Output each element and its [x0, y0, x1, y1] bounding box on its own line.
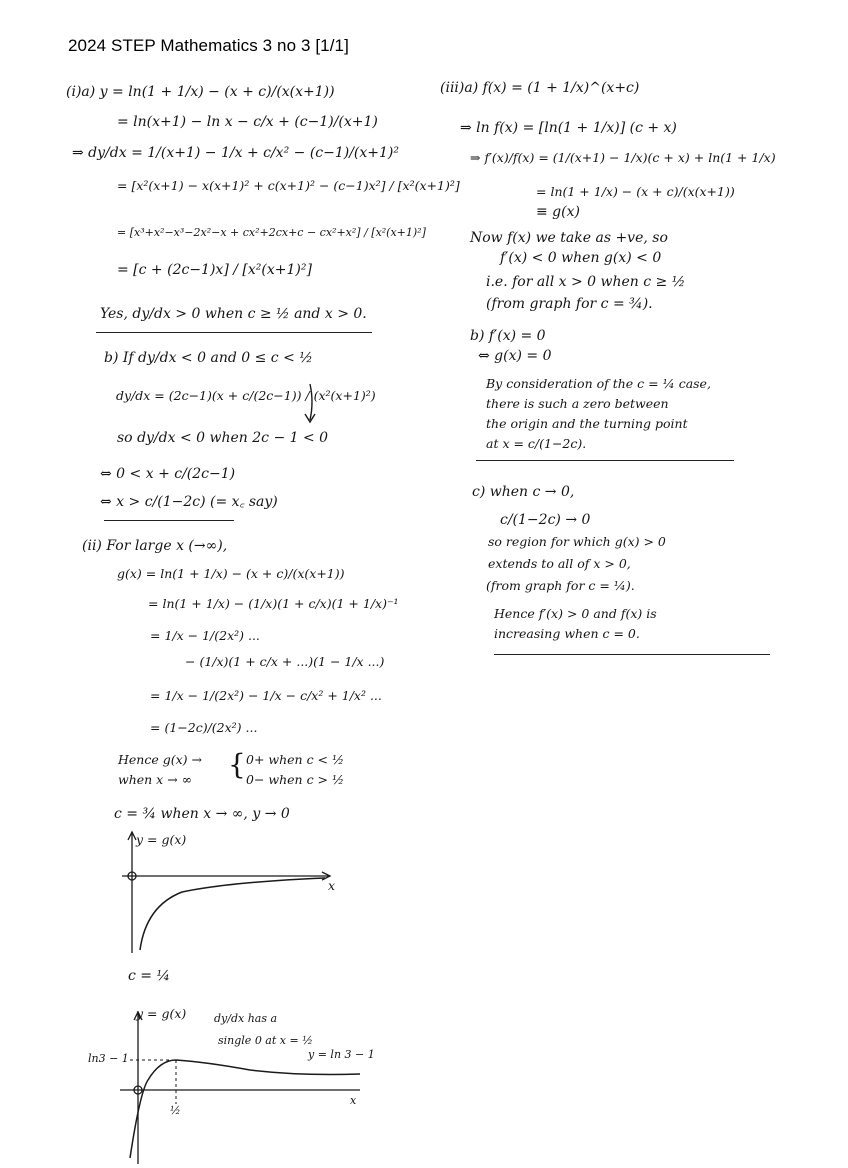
- part-iii-a-line-6: Now f(x) we take as +ve, so: [470, 230, 668, 246]
- part-iii-c-line-1: c) when c → 0,: [472, 484, 575, 500]
- part-iii-b-line-2: ⇔ g(x) = 0: [478, 348, 552, 364]
- part-i-b-line-4: ⇔ 0 < x + c/(2c−1): [100, 466, 236, 482]
- part-ii-line-2: g(x) = ln(1 + 1/x) − (x + c)/(x(x+1)): [117, 566, 345, 581]
- graph-2-note-1: dy/dx has a: [214, 1012, 278, 1025]
- brace: {: [228, 748, 246, 781]
- part-iii-c-line-2: c/(1−2c) → 0: [500, 512, 591, 528]
- part-iii-a-line-5: ≡ g(x): [536, 204, 580, 220]
- part-iii-b-line-3: By consideration of the c = ¼ case,: [486, 376, 711, 391]
- part-i-a-line-6: = [c + (2c−1)x] / [x²(x+1)²]: [117, 262, 312, 278]
- part-iii-a-line-8: i.e. for all x > 0 when c ≥ ½: [486, 274, 686, 290]
- part-i-a-line-5: = [x³+x²−x³−2x²−x + cx²+2cx+c − cx²+x²] / [x²(x+1)²]: [117, 226, 426, 239]
- part-i-b-line-3: so dy/dx < 0 when 2c − 1 < 0: [117, 430, 329, 446]
- graph-1-caption: c = ¾ when x → ∞, y → 0: [114, 806, 290, 822]
- part-i-a-line-4: = [x²(x+1) − x(x+1)² + c(x+1)² − (c−1)x²] / [x²(x+1)²]: [117, 178, 460, 193]
- curve-g: [140, 878, 325, 950]
- part-i-a-conclusion: Yes, dy/dx > 0 when c ≥ ½ and x > 0.: [100, 306, 367, 322]
- graph-1-y-label: y = g(x): [136, 832, 187, 847]
- section-divider: [494, 654, 770, 655]
- part-iii-a-line-3: ⇒ f′(x)/f(x) = (1/(x+1) − 1/x)(c + x) + ln(1 + 1/x): [470, 150, 776, 165]
- part-iii-c-line-4: extends to all of x > 0,: [488, 556, 631, 571]
- part-ii-hence-limit: when x → ∞: [118, 772, 193, 787]
- part-iii-c-line-7: increasing when c = 0.: [494, 626, 640, 641]
- graph-1-x-label: x: [328, 878, 336, 893]
- part-iii-b-line-5: the origin and the turning point: [486, 416, 688, 431]
- part-i-a-line-1: (i)a) y = ln(1 + 1/x) − (x + c)/(x(x+1)): [66, 84, 335, 100]
- part-iii-b-line-6: at x = c/(1−2c).: [486, 436, 587, 451]
- graph-2-x-label: x: [350, 1094, 357, 1107]
- part-iii-c-line-6: Hence f′(x) > 0 and f(x) is: [494, 606, 657, 621]
- part-iii-a-line-2: ⇒ ln f(x) = [ln(1 + 1/x)] (c + x): [460, 120, 677, 136]
- part-ii-line-5: − (1/x)(1 + c/x + ...)(1 − 1/x ...): [185, 654, 385, 669]
- graph-2-half-label: ½: [170, 1104, 181, 1117]
- part-i-b-line-5: ⇔ x > c/(1−2c) (= x꜀ say): [100, 494, 278, 510]
- part-ii-line-3: = ln(1 + 1/x) − (1/x)(1 + c/x)(1 + 1/x)⁻¹: [148, 596, 399, 611]
- graph-2-note-2: single 0 at x = ½: [218, 1034, 313, 1047]
- part-iii-a-line-7: f′(x) < 0 when g(x) < 0: [500, 250, 662, 266]
- part-ii-line-7: = (1−2c)/(2x²) ...: [150, 720, 258, 735]
- part-iii-b-line-1: b) f′(x) = 0: [470, 328, 546, 344]
- part-iii-c-line-3: so region for which g(x) > 0: [488, 534, 666, 549]
- part-ii-case-1: 0+ when c < ½: [246, 752, 345, 767]
- down-arrow-icon: [300, 382, 320, 426]
- part-iii-b-line-4: there is such a zero between: [486, 396, 669, 411]
- part-i-a-line-3: ⇒ dy/dx = 1/(x+1) − 1/x + c/x² − (c−1)/(x+1)²: [72, 145, 400, 161]
- graph-c-one-quarter: [110, 1008, 370, 1168]
- graph-2-max-label: ln3 − 1: [88, 1052, 129, 1065]
- section-divider: [96, 332, 372, 333]
- part-ii-line-4: = 1/x − 1/(2x²) ...: [150, 628, 260, 643]
- curve-g: [130, 1060, 360, 1158]
- graph-c-three-quarters: [110, 828, 350, 958]
- part-ii-line-6: = 1/x − 1/(2x²) − 1/x − c/x² + 1/x² ...: [150, 688, 382, 703]
- part-iii-a-line-9: (from graph for c = ¾).: [486, 296, 653, 312]
- graph-2-note-3: y = ln 3 − 1: [308, 1048, 375, 1061]
- part-i-a-line-2: = ln(x+1) − ln x − c/x + (c−1)/(x+1): [117, 114, 378, 130]
- part-iii-a-line-4: = ln(1 + 1/x) − (x + c)/(x(x+1)): [536, 184, 735, 199]
- section-divider: [104, 520, 234, 521]
- part-iii-c-line-5: (from graph for c = ¼).: [486, 578, 635, 593]
- graph-2-caption: c = ¼: [128, 968, 171, 984]
- part-i-b-line-2: dy/dx = (2c−1)(x + c/(2c−1)) / (x²(x+1)²): [116, 388, 376, 403]
- part-ii-hence: Hence g(x) →: [118, 752, 202, 767]
- part-i-b-line-1: b) If dy/dx < 0 and 0 ≤ c < ½: [104, 350, 313, 366]
- section-divider: [476, 460, 734, 461]
- graph-2-y-label: y = g(x): [136, 1006, 187, 1021]
- part-ii-line-1: (ii) For large x (→∞),: [82, 538, 228, 554]
- part-iii-a-line-1: (iii)a) f(x) = (1 + 1/x)^(x+c): [440, 80, 640, 96]
- part-ii-case-2: 0− when c > ½: [246, 772, 345, 787]
- page-title: 2024 STEP Mathematics 3 no 3 [1/1]: [68, 36, 349, 55]
